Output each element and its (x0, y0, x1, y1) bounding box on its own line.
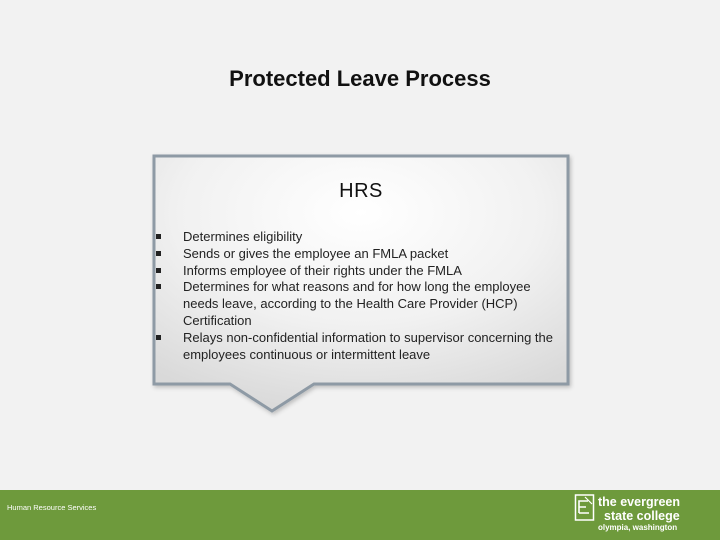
logo-line-2: state college (604, 508, 680, 523)
bullet-text: Informs employee of their rights under the FMLA (183, 262, 462, 278)
college-logo-icon (574, 493, 596, 523)
slide-title: Protected Leave Process (229, 66, 491, 91)
bullet-text: Determines eligibility (183, 229, 303, 244)
bullet-square-icon (156, 251, 161, 256)
footer-department: Human Resource Services (7, 503, 97, 512)
bullet-item (152, 330, 562, 364)
bullet-item (152, 229, 562, 246)
bullet-text: Relays non-confidential information to supervisor concerning the employees continuous or intermittent leave (183, 329, 553, 362)
bullet-item (152, 263, 562, 280)
bullet-text: Determines for what reasons and for how long the employee needs leave, according to the Health Care Provider (HCP) Certification (183, 279, 531, 328)
logo-line-3: olympia, washington (598, 523, 678, 532)
logo-line-1: the evergreen (598, 495, 680, 509)
card-heading: HRS (339, 180, 383, 202)
college-logo-text (598, 496, 680, 532)
bullet-square-icon (156, 284, 161, 289)
bullet-text: Sends or gives the employee an FMLA packet (183, 245, 449, 261)
bullet-item (152, 246, 562, 263)
bullet-item (152, 279, 562, 329)
bullet-square-icon (156, 268, 161, 273)
bullet-square-icon (156, 335, 161, 340)
bullet-square-icon (156, 234, 161, 239)
bullet-list (152, 229, 562, 363)
